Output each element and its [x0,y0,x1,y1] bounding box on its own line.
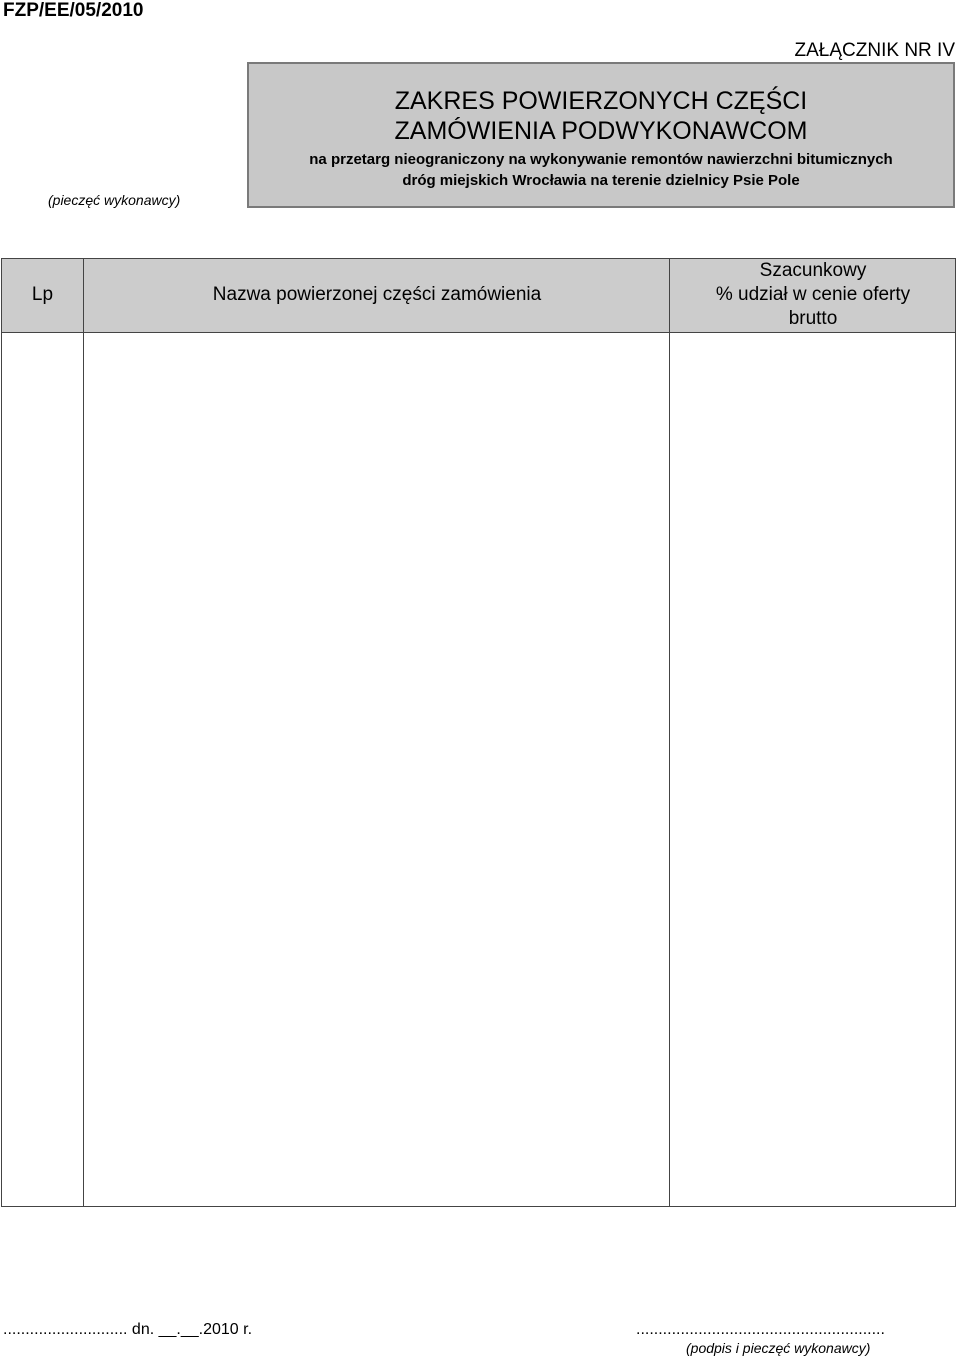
document-reference: FZP/EE/05/2010 [3,0,144,21]
subcontracting-table [1,258,956,1207]
column-header-lp: Lp [31,284,54,305]
column-header-share-line-2: % udział w cenie oferty [715,284,911,305]
signature-field: ........................................................ [636,1321,885,1338]
table-body[interactable] [2,333,955,1206]
date-field: ............................ dn. __.__.2010 r. [3,1321,253,1338]
table-header-row [2,259,955,333]
column-header-share [671,259,955,331]
form-title [249,86,953,146]
contractor-stamp-caption: (pieczęć wykonawcy) [48,192,181,208]
form-subtitle-line-2: dróg miejskich Wrocławia na terenie dzielnicy Psie Pole [402,172,800,189]
signature-caption: (podpis i pieczęć wykonawcy) [686,1340,871,1356]
form-title-line-1: ZAKRES POWIERZONYCH CZĘŚCI [394,87,808,115]
column-header-share-line-1: Szacunkowy [759,260,867,281]
form-header-box [247,62,955,208]
column-header-share-line-3: brutto [788,308,838,329]
form-subtitle [249,149,953,191]
annex-label: ZAŁĄCZNIK NR IV [794,40,955,61]
form-title-line-2: ZAMÓWIENIA PODWYKONAWCOM [394,117,808,145]
form-subtitle-line-1: na przetarg nieograniczony na wykonywanie remontów nawierzchni bitumicznych [309,151,893,168]
column-header-part-name: Nazwa powierzonej części zamówienia [212,284,542,305]
